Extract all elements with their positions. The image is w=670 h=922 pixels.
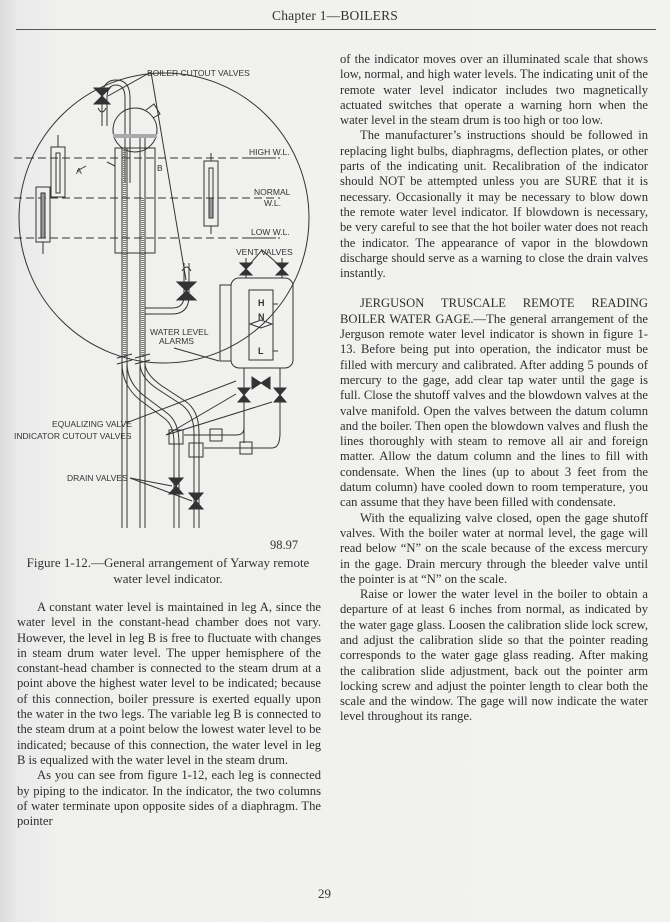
label-leg-b: B — [157, 163, 163, 173]
scale-h-mark: H — [258, 298, 265, 308]
label-drain-valves: DRAIN VALVES — [67, 473, 128, 483]
label-water-level-alarms: WATER LEVEL — [150, 327, 209, 337]
label-vent-valves: VENT VALVES — [236, 247, 293, 257]
paragraph: As you can see from figure 1-12, each leg is connected by piping to the indicator. In the indicator, the two columns of water terminate upon opposite sides of a diaphragm. The pointer — [17, 768, 321, 829]
label-alarms: ALARMS — [159, 336, 194, 346]
right-column — [340, 52, 648, 725]
figure-number: 98.97 — [270, 538, 299, 552]
left-column — [17, 600, 321, 829]
label-normal: NORMAL — [254, 187, 291, 197]
paragraph: With the equalizing valve closed, open the gage shutoff valves. With the boiler water at normal level, the gage will read below “N” on the scale because of the excess mercury in the gage. Drain mercury through the bleeder valve until the pointer is at “N” on the scale. — [340, 510, 648, 586]
paragraph: Raise or lower the water level in the boiler to obtain a departure of at least 6 inches from normal, as indicated by the water gage glass. Loosen the calibration slide lock screw, and adjust the calibration slide so that the pointer reading corresponds to the water gage glass reading. After making the calibration slide adjustment, back out the pointer arm locking screw and adjust the pointer length to clear both the scale and the window. The gage will now indicate the water level throughout its range. — [340, 587, 648, 724]
figure-caption: Figure 1-12.—General arrangement of Yarway remote water level indicator. — [26, 555, 310, 586]
paragraph: of the indicator moves over an illuminated scale that shows low, normal, and high water levels. The indicating unit of the remote water level indicator includes two magnetically actuated switches that operate a warning horn when the water level in the steam drum is too high or too low. — [340, 52, 648, 128]
section-paragraph-jerguson: JERGUSON TRUSCALE REMOTE READING BOILER WATER GAGE.—The general arrangement of the Jerguson remote water level indicator is shown in figure 1-13. Before being put into operation, the indicator must be filled with mercury and calibrated. After adding 5 pounds of mercury to the gage, add clear tap water until the gage is full. Close the shutoff valves and the blowdown valves at the valve manifold. Open the valves between the datum column and the boiler. Then open the blowdown valves and flush the lines thoroughly with steam to remove all air and foreign matter. Allow the datum column and the lines to fill with condensate. When the lines (up to about 3 feet from the datum column) have cooled down to room temperature, you can assume that they have been filled with condensate. — [340, 296, 648, 510]
label-indicator-cutout-valves: INDICATOR CUTOUT VALVES — [14, 431, 132, 441]
paragraph: The manufacturer’s instructions should be followed in replacing light bulbs, diaphragms, deflection plates, or other parts of the indicating unit. Recalibration of the indicator should NOT be attempted unless you are SURE that it is necessary. Occasionally it may be necessary to blow down the remote water level indicator. If blowdown is necessary, be very careful to see that the hot boiler water does not reach the indicator. The appearance of vapor in the blowdown discharge should serve as a warning to close the drain valves instantly. — [340, 128, 648, 281]
label-high-wl: HIGH W.L. — [249, 147, 290, 157]
header-rule — [16, 29, 656, 30]
label-boiler-cutout-valves: BOILER CUTOUT VALVES — [147, 68, 250, 78]
running-header: Chapter 1—BOILERS — [271, 8, 398, 23]
paragraph: A constant water level is maintained in leg A, since the water level in the constant-head chamber does not vary. However, the level in leg B is free to fluctuate with changes in steam drum water level. The upper hemisphere of the constant-head chamber is connected to the steam drum at a point above the highest water level to be indicated; because of this connection, boiler pressure is exerted equally upon the water in the two legs. The variable leg B is connected to the steam drum at a point below the lowest water level to be indicated; because of this connection, the water level in leg B is equalized with the water level in the steam drum. — [17, 600, 321, 767]
scale-n-mark: N — [258, 312, 265, 322]
label-leg-a: A — [76, 166, 82, 176]
label-equalizing-valve: EQUALIZING VALVE — [52, 419, 132, 429]
page-number: 29 — [318, 886, 331, 901]
yarway-indicator-diagram — [14, 58, 340, 538]
label-low-wl: LOW W.L. — [251, 227, 290, 237]
label-normal-wl: W.L. — [264, 198, 282, 208]
scale-l-mark: L — [258, 346, 264, 356]
